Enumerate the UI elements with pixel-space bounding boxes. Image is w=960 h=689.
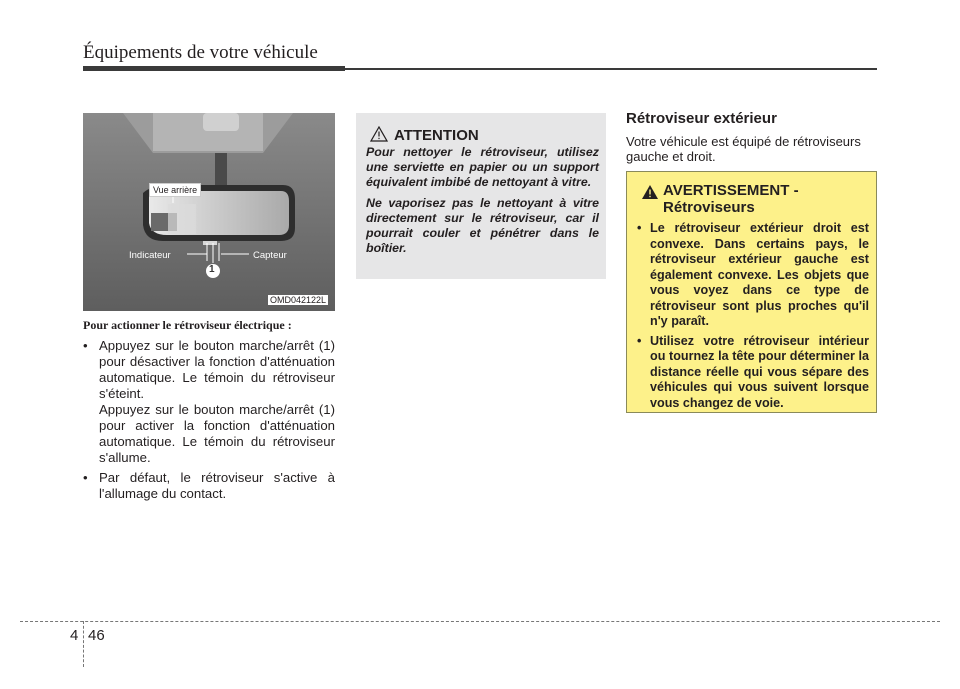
- warning-box: [626, 171, 877, 413]
- bullet-dot: •: [637, 221, 642, 235]
- label-rear-view: Vue arrière: [149, 183, 201, 197]
- column-right: [626, 110, 878, 164]
- warning-title-line: AVERTISSEMENT -: [663, 182, 799, 199]
- attention-box: [356, 113, 606, 279]
- attention-paragraph: Pour nettoyer le rétroviseur, utilisez une serviette en papier ou un support équivalent imbibé de nettoyant à vitre.: [366, 145, 599, 189]
- warning-body: [637, 221, 869, 415]
- rearview-mirror-figure: [83, 113, 335, 311]
- bullet-dot: •: [83, 338, 88, 353]
- list-item: [83, 338, 335, 402]
- list-item-text: Appuyez sur le bouton marche/arrêt (1) pour désactiver la fonction d'atténuation automatique. Le témoin du rétroviseur s'éteint.: [99, 338, 335, 401]
- section-intro: Votre véhicule est équipé de rétroviseurs gauche et droit.: [626, 134, 861, 164]
- attention-paragraph: Ne vaporisez pas le nettoyant à vitre directement sur le rétroviseur, car il pourrait couler et pénétrer dans le boîtier.: [366, 196, 599, 255]
- list-item-text: Utilisez votre rétroviseur intérieur ou tournez la tête pour déterminer la distance réelle qui vous sépare des véhicules qui vous suivent lorsque vous changez de voie.: [650, 333, 869, 410]
- page-number: 46: [88, 627, 105, 644]
- page-header-title: Équipements de votre véhicule: [83, 42, 318, 63]
- bullet-dot: •: [637, 333, 642, 348]
- section-heading: Rétroviseur extérieur: [626, 110, 777, 127]
- bullet-dot: •: [83, 470, 88, 485]
- warning-icon: [641, 184, 659, 200]
- attention-body: [366, 145, 599, 262]
- header-rule: [83, 66, 345, 71]
- warning-title-line: Rétroviseurs: [663, 199, 755, 216]
- list-item-text: Le rétroviseur extérieur droit est convexe. Dans certains pays, le rétroviseur extérieur gauche est également convexe. Les objets que vous voyez dans ce type de rétroviseur sont plus proches qu'il n'y paraît.: [650, 221, 869, 328]
- list-item: [637, 221, 869, 330]
- chapter-number: 4: [70, 627, 79, 644]
- header-rule-thin: [345, 68, 877, 70]
- label-indicator: Indicateur: [129, 250, 171, 261]
- footer-divider: [83, 621, 84, 667]
- list-item: [83, 470, 335, 502]
- label-sensor: Capteur: [253, 250, 287, 261]
- attention-header: [370, 123, 479, 144]
- footer-rule: [20, 621, 940, 622]
- warning-title: [663, 182, 799, 216]
- list-item: [637, 334, 869, 412]
- subheading: Pour actionner le rétroviseur électrique :: [83, 318, 292, 332]
- attention-title: ATTENTION: [394, 127, 479, 144]
- list-item-text: Par défaut, le rétroviseur s'active à l'allumage du contact.: [99, 470, 335, 501]
- column-left: [83, 317, 335, 502]
- list-item-continuation: Appuyez sur le bouton marche/arrêt (1) pour activer la fonction d'atténuation automatique. Le témoin du rétroviseur s'allume.: [99, 402, 335, 465]
- figure-caption: OMD042122L: [270, 295, 327, 305]
- callout-number: 1: [209, 264, 215, 275]
- caution-icon: [370, 126, 388, 142]
